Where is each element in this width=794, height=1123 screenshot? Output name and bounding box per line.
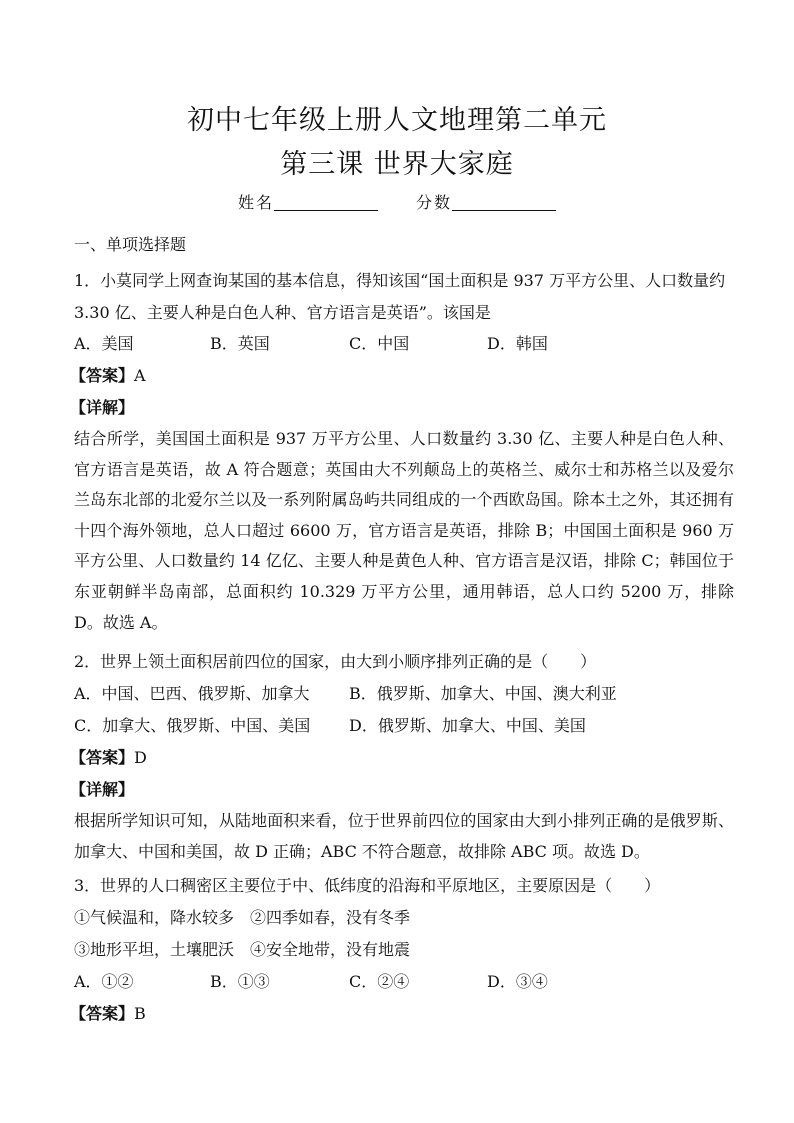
- q2-option-d: D．俄罗斯、加拿大、中国、美国: [349, 716, 586, 735]
- q3-option-b: B．①③: [210, 972, 270, 991]
- answer-tag: 【答案】: [70, 1004, 135, 1023]
- q2-explanation: 根据所学知识可知，从陆地面积来看，位于世界前四位的国家由大到小排列正确的是俄罗斯、加拿大、中国和美国，故 D 正确；ABC 不符合题意，故排除 ABC 项。故选 D。: [74, 811, 734, 861]
- q1-option-b: B．英国: [210, 334, 270, 353]
- section-heading: 一、单项选择题: [74, 235, 187, 254]
- q3-option-c: C．②④: [349, 972, 410, 991]
- answer-tag: 【答案】: [70, 748, 135, 767]
- q1-stem-line2: 3.30 亿、主要人种是白色人种、官方语言是英语”。该国是: [74, 303, 491, 322]
- q1-stem-line1: 1．小莫同学上网查询某国的基本信息，得知该国“国土面积是 937 万平方公里、人口数量约: [74, 271, 726, 290]
- q3-answer: [70, 1003, 146, 1025]
- q2-detail-tag: 【详解】: [70, 780, 135, 799]
- q2-option-b: B．俄罗斯、加拿大、中国、澳大利亚: [349, 684, 617, 703]
- score-blank[interactable]: [452, 194, 556, 211]
- q1-option-a: A．美国: [74, 334, 134, 353]
- q1-explanation: 结合所学，美国国土面积是 937 万平方公里、人口数量约 3.30 亿、主要人种是白色人种、官方语言是英语，故 A 符合题意；英国由大不列颠岛上的英格兰、威尔士和苏格兰以及爱尔兰岛东北部的北爱尔兰以及一系列附属岛屿共同组成的一个西欧岛国。除本土之外，其还拥有十四个海外领地，总人口超过 6600 万，官方语言是英语，排除 B；中国国土面积是 960 万平方公里、人口数量约 14 亿亿、主要人种是黄色人种、官方语言是汉语，排除 C；韩国位于东亚朝鲜半岛南部，总面积约 10.329 万平方公里，通用韩语，总人口约 5200 万，排除 D。故选 A。: [74, 429, 734, 632]
- q2-answer-value: D: [134, 748, 147, 767]
- q3-statements-line2: ③地形平坦，土壤肥沃 ④安全地带，没有地震: [74, 940, 411, 959]
- q1-detail-tag: 【详解】: [70, 398, 135, 417]
- q1-option-c: C．中国: [349, 334, 410, 353]
- name-label: 姓名: [237, 193, 274, 212]
- q3-stem: 3．世界的人口稠密区主要位于中、低纬度的沿海和平原地区，主要原因是（ ）: [74, 876, 661, 895]
- q1-answer-value: A: [134, 366, 146, 385]
- q2-answer: [70, 747, 147, 769]
- score-label: 分数: [416, 193, 453, 212]
- name-blank[interactable]: [274, 194, 378, 211]
- document-title: 初中七年级上册人文地理第二单元: [187, 105, 607, 136]
- lesson-title: 第三课 世界大家庭: [280, 149, 514, 180]
- q3-option-d: D．③④: [487, 972, 548, 991]
- q2-option-c: C．加拿大、俄罗斯、中国、美国: [74, 716, 311, 735]
- q3-option-a: A．①②: [74, 972, 134, 991]
- q1-option-d: D．韩国: [487, 334, 548, 353]
- q3-answer-value: B: [134, 1004, 146, 1023]
- q2-stem: 2．世界上领土面积居前四位的国家，由大到小顺序排列正确的是（ ）: [74, 652, 597, 671]
- q2-option-a: A．中国、巴西、俄罗斯、加拿大: [74, 684, 310, 703]
- answer-tag: 【答案】: [70, 366, 135, 385]
- q3-statements-line1: ①气候温和，降水较多 ②四季如春，没有冬季: [74, 908, 411, 927]
- q1-answer: [70, 365, 146, 387]
- name-score-line: [0, 190, 794, 213]
